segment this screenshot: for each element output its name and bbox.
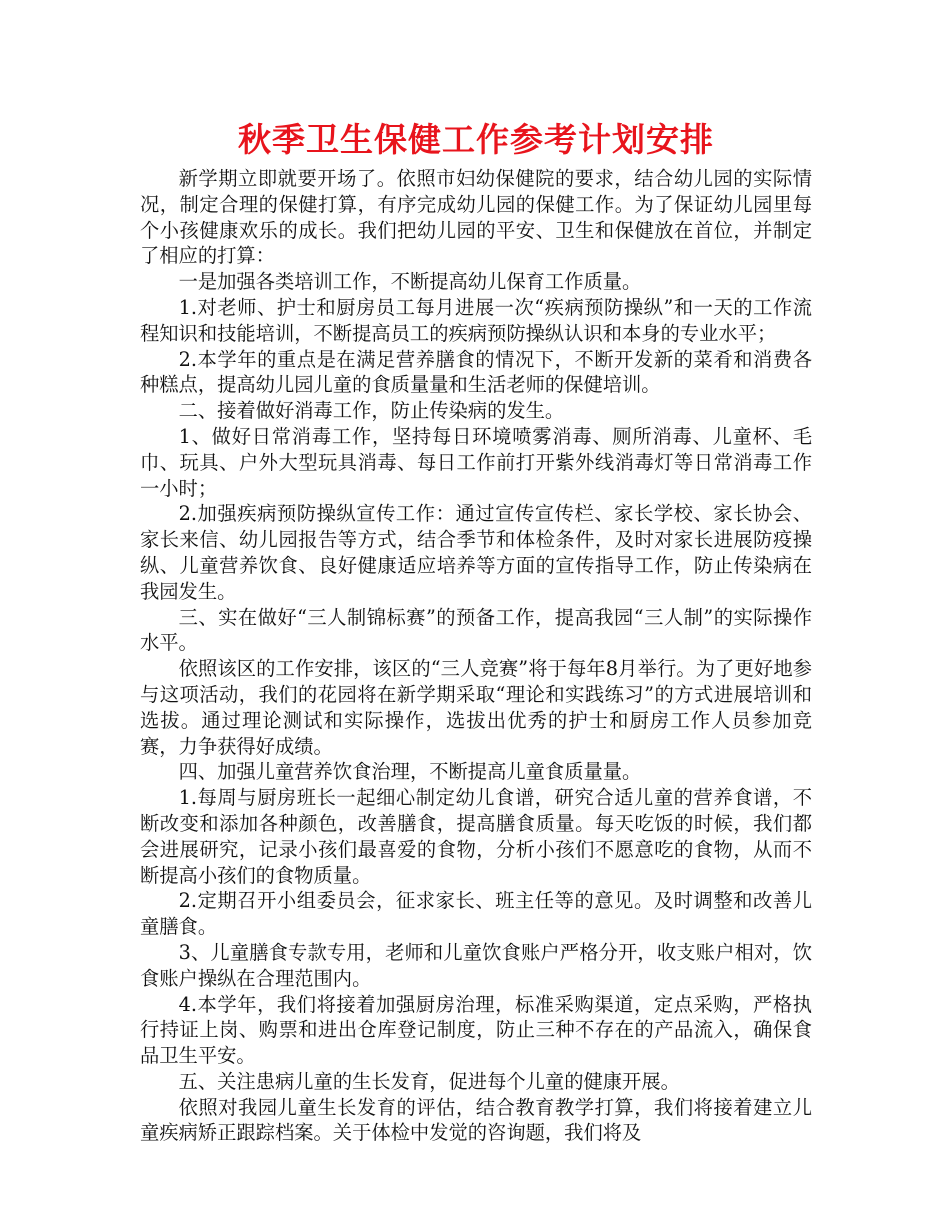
paragraph-section-2-heading: 二、接着做好消毒工作，防止传染病的发生。 — [178, 399, 565, 423]
paragraph-section-3-heading: 三、实在做好“三人制锦标赛”的预备工作，提高我园“三人制”的实际操作水平。 — [140, 605, 812, 655]
paragraph-section-4-item-1: 1.每周与厨房班长一起细心制定幼儿食谱，研究合适儿童的营养食谱，不断改变和添加各种颜色，改善膳食，提高膳食质量。每天吃饭的时候，我们都会进展研究，记录小孩们最喜爱的食物，分析小孩们不愿意吃的食物，从而不断提高小孩们的食物质量。 — [140, 786, 812, 887]
paragraph-section-5-body: 依照对我园儿童生长发育的评估，结合教育教学打算，我们将接着建立儿童疾病矫正跟踪档案。关于体检中发觉的咨询题，我们将及 — [140, 1095, 812, 1145]
paragraph-section-2-item-1: 1、做好日常消毒工作，坚持每日环境喷雾消毒、厕所消毒、儿童杯、毛巾、玩具、户外大型玩具消毒、每日工作前打开紫外线消毒灯等日常消毒工作一小时； — [140, 424, 812, 500]
paragraph-section-4-item-4: 4.本学年，我们将接着加强厨房治理，标准采购渠道，定点采购，严格执行持证上岗、购票和进出仓库登记制度，防止三种不存在的产品流入，确保食品卫生平安。 — [140, 992, 812, 1068]
paragraph-section-3-body: 依照该区的工作安排，该区的“三人竞赛”将于每年8月举行。为了更好地参与这项活动，我们的花园将在新学期采取“理论和实践练习”的方式进展培训和选拔。通过理论测试和实际操作，选拔出优秀的护士和厨房工作人员参加竞赛，力争获得好成绩。 — [140, 657, 812, 758]
paragraph-section-1-heading: 一是加强各类培训工作，不断提高幼儿保育工作质量。 — [178, 270, 642, 294]
document-title: 秋季卫生保健工作参考计划安排 — [238, 120, 714, 159]
paragraph-section-1-item-1: 1.对老师、护士和厨房员工每月进展一次“疾病预防操纵”和一天的工作流程知识和技能培训，不断提高员工的疾病预防操纵认识和本身的专业水平； — [140, 295, 812, 345]
paragraph-intro: 新学期立即就要开场了。依照市妇幼保健院的要求，结合幼儿园的实际情况，制定合理的保健打算，有序完成幼儿园的保健工作。为了保证幼儿园里每个小孩健康欢乐的成长。我们把幼儿园的平安、卫生和保健放在首位，并制定了相应的打算： — [140, 167, 812, 268]
paragraph-section-1-item-2: 2.本学年的重点是在满足营养膳食的情况下，不断开发新的菜肴和消费各种糕点，提高幼儿园儿童的食质量量和生活老师的保健培训。 — [140, 347, 812, 397]
paragraph-section-5-heading: 五、关注患病儿童的生长发育，促进每个儿童的健康开展。 — [178, 1069, 680, 1093]
paragraph-section-4-item-3: 3、儿童膳食专款专用，老师和儿童饮食账户严格分开，收支账户相对，饮食账户操纵在合理范围内。 — [140, 940, 812, 990]
paragraph-section-4-heading: 四、加强儿童营养饮食治理，不断提高儿童食质量量。 — [178, 760, 642, 784]
document-page — [140, 118, 812, 1146]
paragraph-section-4-item-2: 2.定期召开小组委员会，征求家长、班主任等的意见。及时调整和改善儿童膳食。 — [140, 889, 812, 939]
paragraph-section-2-item-2: 2.加强疾病预防操纵宣传工作：通过宣传宣传栏、家长学校、家长协会、家长来信、幼儿园报告等方式，结合季节和体检条件，及时对家长进展防疫操纵、儿童营养饮食、良好健康适应培养等方面的宣传指导工作，防止传染病在我园发生。 — [140, 502, 812, 603]
